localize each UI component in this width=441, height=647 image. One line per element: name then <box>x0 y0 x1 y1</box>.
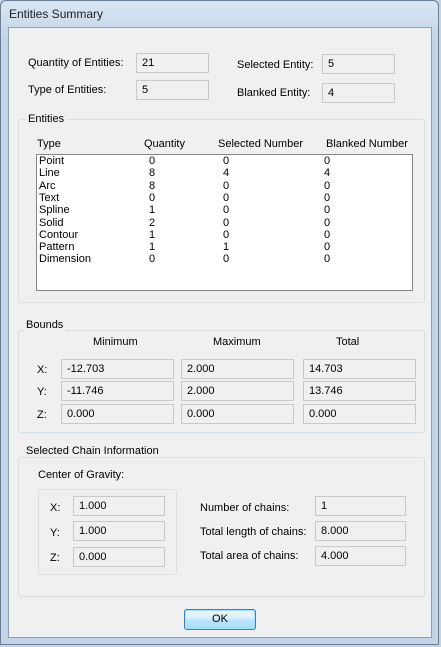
entity-blanked-cell: 0 <box>324 155 331 167</box>
entity-type-cell: Dimension <box>39 253 91 266</box>
entity-blanked-cell: 0 <box>324 216 331 229</box>
entity-selected-cell: 0 <box>223 216 230 229</box>
entity-quantity-cell: 8 <box>149 179 156 192</box>
quantity-field[interactable]: 21 <box>136 53 209 73</box>
entity-blanked-cell: 0 <box>324 253 331 266</box>
entity-selected-cell: 4 <box>223 167 230 180</box>
col-blanked-header: Blanked Number <box>326 138 408 150</box>
quantity-label: Quantity of Entities: <box>28 57 124 69</box>
entity-quantity-cell: 0 <box>149 253 156 266</box>
bounds-col-total: Total <box>336 336 360 348</box>
entity-quantity-cell: 0 <box>149 191 156 204</box>
area-chains-label: Total area of chains: <box>200 550 299 562</box>
bounds-group-title: Bounds <box>26 319 64 331</box>
entity-type-cell: Text <box>39 191 60 204</box>
bounds-col-minimum: Minimum <box>93 336 138 348</box>
bounds-x-min[interactable]: -12.703 <box>61 359 174 379</box>
entities-list[interactable] <box>36 154 413 291</box>
bounds-y-max[interactable]: 2.000 <box>181 381 294 401</box>
num-chains-label: Number of chains: <box>200 502 290 514</box>
entity-row[interactable] <box>37 205 412 216</box>
cog-z-label: Z: <box>50 552 60 564</box>
bounds-z-label: Z: <box>37 409 47 421</box>
area-chains-field[interactable]: 4.000 <box>315 546 406 566</box>
entity-blanked-cell: 0 <box>324 241 331 254</box>
entity-blanked-cell: 0 <box>324 204 331 217</box>
bounds-col-maximum: Maximum <box>213 336 261 348</box>
entity-quantity-cell: 2 <box>149 216 156 229</box>
dialog-body <box>8 27 432 638</box>
length-chains-field[interactable]: 8.000 <box>315 521 406 541</box>
col-selected-header: Selected Number <box>218 138 303 150</box>
bounds-z-total[interactable]: 0.000 <box>303 404 416 424</box>
entity-type-cell: Contour <box>39 228 79 241</box>
entity-selected-cell: 0 <box>223 155 230 167</box>
entity-type-cell: Line <box>39 167 60 180</box>
num-chains-field[interactable]: 1 <box>315 496 406 516</box>
entity-quantity-cell: 1 <box>149 228 156 241</box>
col-type-header: Type <box>37 138 61 150</box>
bounds-z-min[interactable]: 0.000 <box>61 404 174 424</box>
cog-x-label: X: <box>50 502 61 514</box>
entity-row[interactable] <box>37 156 412 167</box>
col-quantity-header: Quantity <box>144 138 185 150</box>
entity-selected-cell: 0 <box>223 228 230 241</box>
entity-row[interactable] <box>37 230 412 241</box>
cog-label: Center of Gravity: <box>38 469 125 481</box>
bounds-y-min[interactable]: -11.746 <box>61 381 174 401</box>
bounds-y-label: Y: <box>37 386 47 398</box>
entity-quantity-cell: 1 <box>149 204 156 217</box>
bounds-z-max[interactable]: 0.000 <box>181 404 294 424</box>
entity-row[interactable] <box>37 242 412 253</box>
cog-z-field[interactable]: 0.000 <box>73 547 165 567</box>
title-bar[interactable] <box>1 1 438 27</box>
blanked-entity-label: Blanked Entity: <box>237 87 311 99</box>
entity-type-cell: Spline <box>39 204 70 217</box>
type-label: Type of Entities: <box>28 84 107 96</box>
bounds-x-label: X: <box>37 364 48 376</box>
type-field[interactable]: 5 <box>136 80 209 100</box>
bounds-x-max[interactable]: 2.000 <box>181 359 294 379</box>
entity-blanked-cell: 0 <box>324 191 331 204</box>
entity-selected-cell: 0 <box>223 191 230 204</box>
blanked-entity-field[interactable]: 4 <box>322 83 395 103</box>
entity-blanked-cell: 4 <box>324 167 331 180</box>
entity-type-cell: Pattern <box>39 241 75 254</box>
window-title: Entities Summary <box>9 7 104 21</box>
entity-quantity-cell: 8 <box>149 167 156 180</box>
entity-blanked-cell: 0 <box>324 228 331 241</box>
entity-type-cell: Arc <box>39 179 56 192</box>
entity-row[interactable] <box>37 254 412 265</box>
entity-row[interactable] <box>37 218 412 229</box>
ok-button[interactable]: OK <box>184 609 256 630</box>
entity-row[interactable] <box>37 168 412 179</box>
entity-row[interactable] <box>37 181 412 192</box>
selected-entity-label: Selected Entity: <box>237 59 314 71</box>
length-chains-label: Total length of chains: <box>200 526 307 538</box>
cog-y-label: Y: <box>50 527 60 539</box>
bounds-x-total[interactable]: 14.703 <box>303 359 416 379</box>
entity-selected-cell: 0 <box>223 253 230 266</box>
chain-group-title: Selected Chain Information <box>26 445 159 457</box>
entity-type-cell: Solid <box>39 216 64 229</box>
entity-quantity-cell: 0 <box>149 155 156 167</box>
cog-x-field[interactable]: 1.000 <box>73 496 165 516</box>
entity-row[interactable] <box>37 193 412 204</box>
cog-y-field[interactable]: 1.000 <box>73 521 165 541</box>
selected-entity-field[interactable]: 5 <box>322 54 395 74</box>
bounds-y-total[interactable]: 13.746 <box>303 381 416 401</box>
entity-selected-cell: 0 <box>223 179 230 192</box>
entity-selected-cell: 1 <box>223 241 230 254</box>
entity-blanked-cell: 0 <box>324 179 331 192</box>
entities-group-title: Entities <box>28 113 65 125</box>
entity-selected-cell: 0 <box>223 204 230 217</box>
entity-quantity-cell: 1 <box>149 241 156 254</box>
entity-type-cell: Point <box>39 155 65 167</box>
